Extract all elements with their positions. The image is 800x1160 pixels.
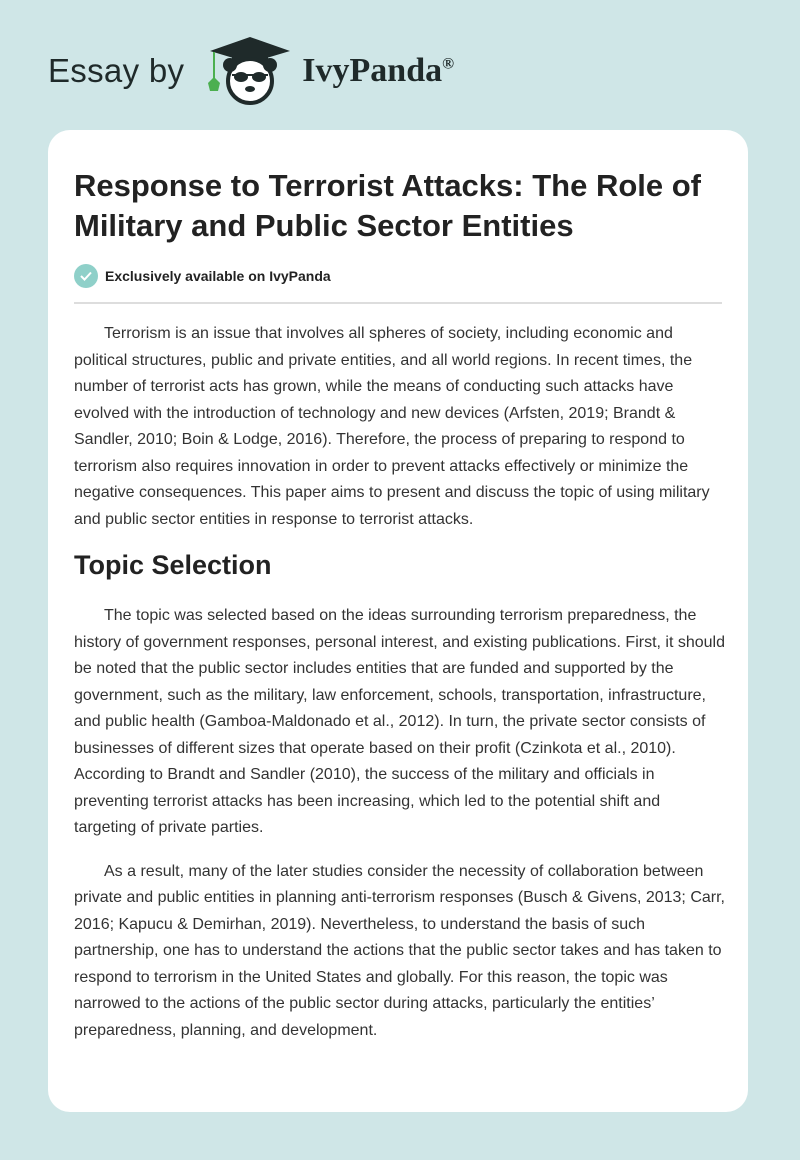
exclusive-badge [74,264,331,288]
badge-text: Exclusively available on IvyPanda [105,268,331,284]
body-paragraph: The topic was selected based on the ideas surrounding terrorism preparedness, the history of government responses, personal interest, and existing publications. First, it should be noted that the public sector includes entities that are funded and supported by the government, such as the military, law enforcement, schools, transportation, infrastructure, and public health (Gamboa-Maldonado et al., 2012). In turn, the private sector consists of businesses of different sizes that operate based on their profit (Czinkota et al., 2010). According to Brandt and Sandler (2010), the success of the military and officials in preventing terrorist attacks has been increasing, which led to the potential shift and targeting of private parties. [74,607,725,836]
article-body [74,321,726,1061]
registered-mark: ® [442,55,455,73]
body-paragraph: As a result, many of the later studies consider the necessity of collaboration between private and public entities in planning anti-terrorism responses (Busch & Givens, 2013; Carr, 2016; Kapucu & Demirhan, 2019). Nevertheless, to understand the basis of such partnership, one has to understand the actions that the public sector takes and has taken to respond to terrorism in the United States and globally. For this reason, the topic was narrowed to the actions of the public sector during attacks, particularly the entities’ preparedness, planning, and development. [74,862,725,1039]
section-heading: Topic Selection [74,550,272,580]
essay-by-label: Essay by [48,52,185,89]
intro-paragraph: Terrorism is an issue that involves all spheres of society, including economic and political structures, public and private entities, and all world regions. In recent times, the number of terrorist acts has grown, while the means of conducting such attacks have evolved with the introduction of technology and new devices (Arfsten, 2019; Brandt & Sandler, 2010; Boin & Lodge, 2016). Therefore, the process of preparing to respond to terrorism also requires innovation in order to prevent attacks effectively or minimize the negative consequences. This paper aims to present and discuss the topic of using military and public sector entities in response to terrorist attacks. [74,325,710,528]
brand-text: IvyPanda [302,52,443,89]
ivypanda-logo-icon[interactable] [204,35,296,107]
essay-card [48,130,748,1112]
check-icon [74,264,98,288]
divider [74,302,722,304]
brand-name [302,52,454,90]
page-title: Response to Terrorist Attacks: The Role of Military and Public Sector Entities [74,168,701,243]
site-header [48,36,454,106]
